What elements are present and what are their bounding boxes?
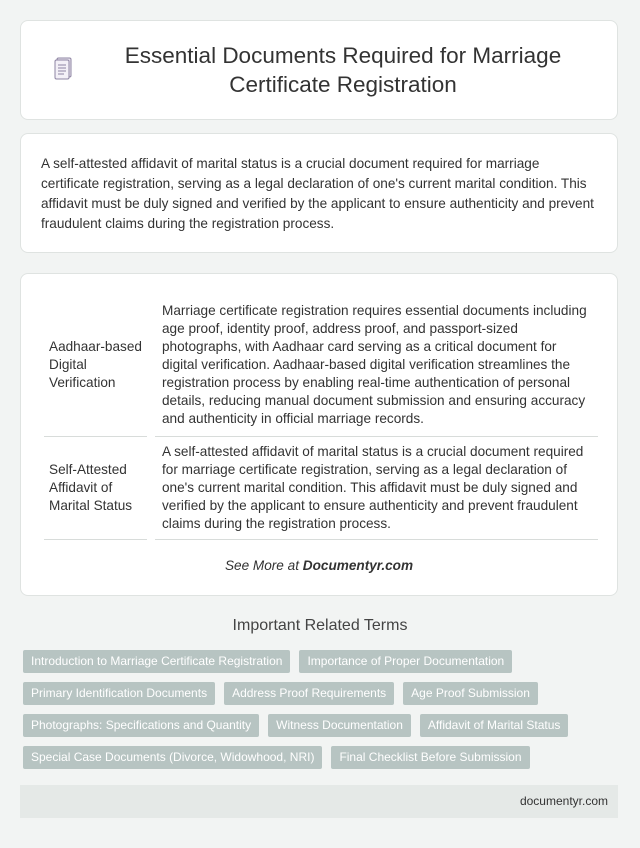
footer [20,785,618,818]
footer-site-link[interactable]: documentyr.com [519,794,608,808]
term-cell: Self-Attested Affidavit of Marital Status [44,437,151,540]
documents-table [44,294,598,540]
related-term-tag[interactable]: Special Case Documents (Divorce, Widowhood, NRI) [23,746,322,769]
document-icon [51,55,77,81]
header-card [20,20,618,120]
term-cell: Aadhaar-based Digital Verification [44,294,151,437]
related-term-tag[interactable]: Affidavit of Marital Status [420,714,569,737]
intro-text: A self-attested affidavit of marital status is a crucial document required for marriage certificate registration, serving as a legal declaration of one's current marital condition. This affidavit must be duly signed and verified by the applicant to ensure authenticity and prevent fraudulent claims during the registration process. [41,156,594,231]
see-more-link[interactable] [21,558,617,573]
description-cell: Marriage certificate registration requires essential documents including age proof, identity proof, address proof, and passport-sized photographs, with Aadhaar card serving as a critical document for digital verification. Aadhaar-based digital verification streamlines the registration process by enabling real-time authentication of personal details, reducing manual document submission and ensuring accuracy and authenticity in official marriage records. [151,294,598,437]
related-terms-list [23,650,613,769]
related-term-tag[interactable]: Witness Documentation [268,714,411,737]
page-title: Essential Documents Required for Marriage Certificate Registration [124,43,562,97]
description-cell: A self-attested affidavit of marital status is a crucial document required for marriage certificate registration, serving as a legal declaration of one's current marital condition. This affidavit must be duly signed and verified by the applicant to ensure authenticity and prevent fraudulent claims during the registration process. [151,437,598,540]
see-more-site: Documentyr.com [302,558,414,573]
related-term-tag[interactable]: Photographs: Specifications and Quantity [23,714,259,737]
documents-table-card [20,273,618,596]
see-more-prefix: See More at [224,558,303,573]
table-row [44,294,598,437]
related-term-tag[interactable]: Importance of Proper Documentation [299,650,512,673]
related-terms-title: Important Related Terms [232,617,408,634]
related-term-tag[interactable]: Address Proof Requirements [224,682,394,705]
related-term-tag[interactable]: Age Proof Submission [403,682,538,705]
related-term-tag[interactable]: Primary Identification Documents [23,682,215,705]
intro-card [20,133,618,253]
related-term-tag[interactable]: Introduction to Marriage Certificate Registration [23,650,290,673]
table-row [44,437,598,540]
related-term-tag[interactable]: Final Checklist Before Submission [331,746,529,769]
